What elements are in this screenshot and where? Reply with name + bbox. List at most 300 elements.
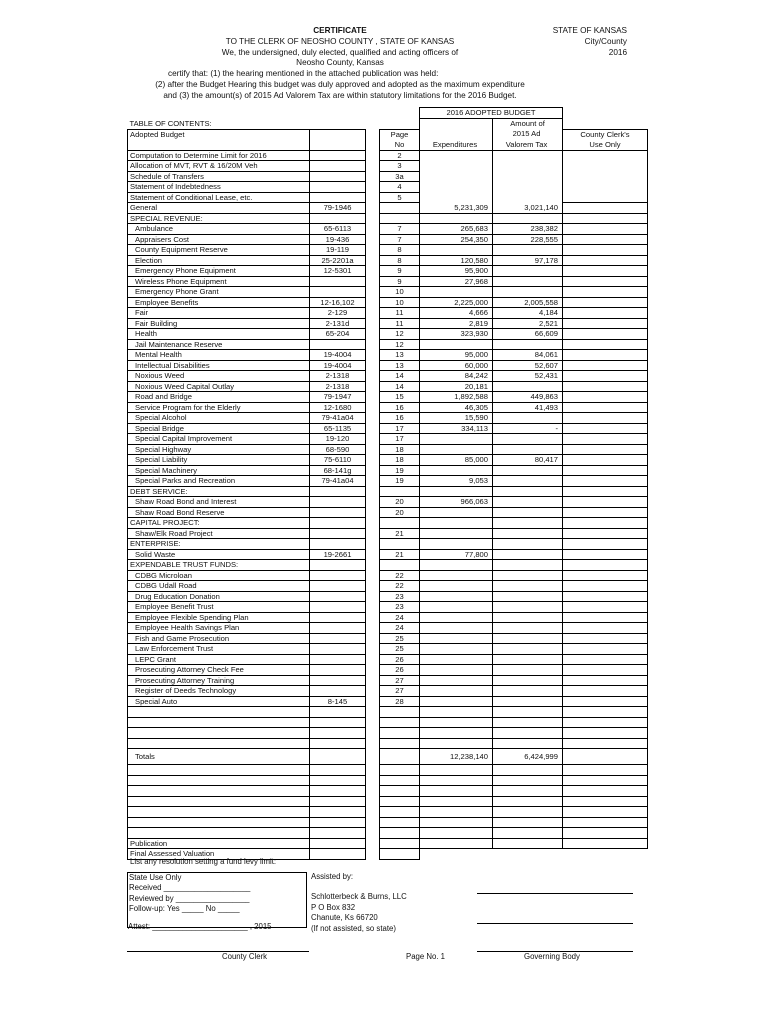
expenditures-cell	[420, 675, 493, 686]
fund-name: Appraisers Cost	[128, 234, 310, 245]
spacer-cell	[366, 192, 380, 203]
table-row	[128, 570, 648, 581]
expenditures-cell: 5,231,309	[420, 203, 493, 214]
adopted-budget-header: 2016 ADOPTED BUDGET	[420, 108, 563, 119]
attest-line: Attest: ______________________ , 2015	[128, 922, 272, 931]
page-number-cell: 14	[380, 381, 420, 392]
page-number-cell: 3a	[380, 171, 420, 182]
expenditures-cell: 46,305	[420, 402, 493, 413]
page-number-cell: 25	[380, 633, 420, 644]
fund-name: Jail Maintenance Reserve	[128, 339, 310, 350]
blank-row	[128, 738, 648, 749]
spacer-cell	[366, 591, 380, 602]
page-number-cell: 17	[380, 423, 420, 434]
page-number-cell: 25	[380, 644, 420, 655]
page-number-cell: 20	[380, 507, 420, 518]
ad-valorem-tax-cell	[493, 675, 563, 686]
page-header-1: Page	[380, 129, 420, 140]
blank-cell	[563, 796, 648, 807]
ad-valorem-tax-cell: 2,521	[493, 318, 563, 329]
ad-valorem-tax-cell	[493, 497, 563, 508]
statute-code: 79-41a04	[310, 413, 366, 424]
fund-name: Mental Health	[128, 350, 310, 361]
ad-valorem-tax-cell	[493, 665, 563, 676]
expenditures-cell	[420, 507, 493, 518]
county-clerk-cell	[563, 528, 648, 539]
ad-valorem-tax-cell: 41,493	[493, 402, 563, 413]
spacer-cell	[366, 728, 380, 739]
fund-name: Statement of Conditional Lease, etc.	[128, 192, 310, 203]
spacer-cell	[366, 518, 380, 529]
county-clerk-cell	[563, 696, 648, 707]
spacer-cell	[366, 633, 380, 644]
statute-code: 12-16,102	[310, 297, 366, 308]
county-clerk-cell	[563, 570, 648, 581]
county-clerk-cell	[563, 255, 648, 266]
page-number-cell: 10	[380, 287, 420, 298]
resolution-line: List any resolution setting a fund levy limit:	[130, 857, 277, 866]
page-number-cell: 16	[380, 402, 420, 413]
follow-up-line: Follow-up: Yes _____ No _____	[129, 904, 240, 914]
assisted-by-label: Assisted by:	[311, 872, 354, 881]
spacer-cell	[366, 255, 380, 266]
blank-cell	[380, 796, 420, 807]
blank-cell	[380, 775, 420, 786]
blank-cell	[128, 738, 310, 749]
page-number-cell	[380, 539, 420, 550]
blank-cell	[310, 849, 366, 860]
spacer-cell	[366, 234, 380, 245]
blank-cell	[563, 749, 648, 765]
statute-code	[310, 623, 366, 634]
expenditures-cell: 84,242	[420, 371, 493, 382]
fund-name: Shaw Road Bond Reserve	[128, 507, 310, 518]
reviewed-by-line: Reviewed by _________________	[129, 893, 250, 903]
spacer-cell	[366, 612, 380, 623]
page-number-cell: 12	[380, 339, 420, 350]
expenditures-cell	[420, 182, 493, 193]
page-number-cell: 23	[380, 591, 420, 602]
amount-header-2: 2015 Ad	[493, 129, 563, 140]
totals-label: Totals	[128, 749, 310, 765]
table-row	[128, 371, 648, 382]
statute-code	[310, 182, 366, 193]
expenditures-cell: 120,580	[420, 255, 493, 266]
blank-cell	[128, 707, 310, 718]
spacer-cell	[366, 549, 380, 560]
county-clerk-cell	[563, 455, 648, 466]
table-row	[128, 381, 648, 392]
firm-city: Chanute, Ks 66720	[311, 913, 378, 923]
page-number-cell	[380, 486, 420, 497]
ad-valorem-tax-cell	[493, 276, 563, 287]
fund-name: Noxious Weed	[128, 371, 310, 382]
spacer-cell	[366, 150, 380, 161]
county-clerk-cell	[563, 591, 648, 602]
statute-code: 25-2201a	[310, 255, 366, 266]
statute-code: 2-129	[310, 308, 366, 319]
expenditures-cell: 77,800	[420, 549, 493, 560]
expenditures-cell	[420, 444, 493, 455]
budget-table-body	[128, 108, 648, 860]
statute-code	[310, 675, 366, 686]
spacer-cell	[366, 392, 380, 403]
ad-valorem-tax-cell	[493, 686, 563, 697]
ad-valorem-tax-cell	[493, 507, 563, 518]
fund-name: Solid Waste	[128, 549, 310, 560]
spacer-cell	[366, 413, 380, 424]
ad-valorem-tax-cell	[493, 560, 563, 571]
page-number-cell: 20	[380, 497, 420, 508]
fund-name: Employee Flexible Spending Plan	[128, 612, 310, 623]
statute-code	[310, 644, 366, 655]
statute-code	[310, 276, 366, 287]
ad-valorem-tax-cell	[493, 171, 563, 182]
fund-name: Wireless Phone Equipment	[128, 276, 310, 287]
fund-name: Noxious Weed Capital Outlay	[128, 381, 310, 392]
expenditures-cell	[420, 150, 493, 161]
spacer-cell	[366, 171, 380, 182]
ad-valorem-tax-cell: 238,382	[493, 224, 563, 235]
blank-cell	[380, 717, 420, 728]
blank-cell	[128, 817, 310, 828]
ad-valorem-tax-cell	[493, 287, 563, 298]
table-row	[128, 507, 648, 518]
table-row	[128, 581, 648, 592]
page-number-cell: 22	[380, 570, 420, 581]
blank-cell	[563, 707, 648, 718]
ad-valorem-tax-cell	[493, 528, 563, 539]
blank-cell	[420, 765, 493, 776]
page-number-cell: 24	[380, 623, 420, 634]
spacer-cell	[366, 465, 380, 476]
statute-code	[310, 171, 366, 182]
fund-name: Schedule of Transfers	[128, 171, 310, 182]
fund-name: Special Capital Improvement	[128, 434, 310, 445]
county-clerk-cell	[563, 245, 648, 256]
blank-cell	[380, 728, 420, 739]
blank-cell	[310, 707, 366, 718]
blank-cell	[493, 828, 563, 839]
table-row	[128, 549, 648, 560]
county-clerk-cell	[563, 444, 648, 455]
statute-code	[310, 539, 366, 550]
spacer-cell	[366, 360, 380, 371]
expenditures-cell	[420, 213, 493, 224]
expenditures-header: Expenditures	[420, 140, 493, 151]
page-header-2: No	[380, 140, 420, 151]
county-clerk-cell	[563, 213, 648, 224]
expenditures-cell	[420, 570, 493, 581]
page-number-cell	[380, 518, 420, 529]
table-row	[128, 350, 648, 361]
blank-cell	[310, 765, 366, 776]
county-clerk-cell	[563, 350, 648, 361]
blank-cell	[563, 849, 648, 860]
table-row	[128, 287, 648, 298]
state-label: STATE OF KANSAS	[552, 26, 627, 35]
table-row	[128, 602, 648, 613]
table-row	[128, 234, 648, 245]
statute-code	[310, 591, 366, 602]
fund-name: Intellectual Disabilities	[128, 360, 310, 371]
page-number-cell: 8	[380, 245, 420, 256]
spacer-cell	[366, 528, 380, 539]
blank-cell	[420, 738, 493, 749]
expenditures-cell	[420, 612, 493, 623]
statute-code: 2-1318	[310, 381, 366, 392]
blank-cell	[380, 817, 420, 828]
blank-cell	[380, 707, 420, 718]
ad-valorem-tax-cell	[493, 633, 563, 644]
totals-row	[128, 749, 648, 765]
fund-name: SPECIAL REVENUE:	[128, 213, 310, 224]
spacer-cell	[366, 838, 380, 849]
county-clerk-cell	[563, 287, 648, 298]
expenditures-cell	[420, 486, 493, 497]
statute-code: 79-41a04	[310, 476, 366, 487]
ad-valorem-tax-cell	[493, 413, 563, 424]
spacer-cell	[366, 371, 380, 382]
fund-name: Special Alcohol	[128, 413, 310, 424]
table-row	[128, 528, 648, 539]
ad-valorem-tax-cell	[493, 381, 563, 392]
ad-valorem-tax-cell	[493, 245, 563, 256]
fund-name: Allocation of MVT, RVT & 16/20M Veh	[128, 161, 310, 172]
table-row	[128, 339, 648, 350]
blank-row	[128, 717, 648, 728]
spacer-cell	[366, 381, 380, 392]
spacer-cell	[366, 796, 380, 807]
expenditures-cell	[420, 434, 493, 445]
statute-code: 65-6113	[310, 224, 366, 235]
ad-valorem-tax-cell: 97,178	[493, 255, 563, 266]
county-clerk-header-2: Use Only	[563, 140, 648, 151]
blank-row	[128, 765, 648, 776]
county-clerk-cell	[563, 402, 648, 413]
ad-valorem-tax-cell: 84,061	[493, 350, 563, 361]
page-number-cell: 28	[380, 696, 420, 707]
certify-line: certify that: (1) the hearing mentioned in the attached publication was held:	[168, 69, 439, 79]
spacer-cell	[366, 161, 380, 172]
statute-code: 79-1946	[310, 203, 366, 214]
blank-cell	[380, 828, 420, 839]
spacer-cell	[366, 486, 380, 497]
page-number-cell: 19	[380, 465, 420, 476]
blank-cell	[310, 828, 366, 839]
publication-label: Publication	[128, 838, 310, 849]
expenditures-cell: 9,053	[420, 476, 493, 487]
page-number-cell: 9	[380, 276, 420, 287]
fund-name: Special Auto	[128, 696, 310, 707]
spacer-cell	[366, 560, 380, 571]
ad-valorem-tax-cell	[493, 654, 563, 665]
fund-name: LEPC Grant	[128, 654, 310, 665]
blank-cell	[563, 828, 648, 839]
statute-code	[310, 570, 366, 581]
budget-year: 2016	[608, 47, 627, 57]
table-row	[128, 276, 648, 287]
ad-valorem-tax-cell	[493, 161, 563, 172]
county-clerk-cell	[563, 539, 648, 550]
statute-code	[310, 602, 366, 613]
fund-name: ENTERPRISE:	[128, 539, 310, 550]
expenditures-cell: 95,000	[420, 350, 493, 361]
spacer-cell	[366, 686, 380, 697]
blank-cell	[420, 828, 493, 839]
statute-code: 19-436	[310, 234, 366, 245]
table-row	[128, 171, 648, 182]
amount-header-3: Valorem Tax	[493, 140, 563, 151]
blank-cell	[563, 838, 648, 849]
county-clerk-cell	[563, 644, 648, 655]
blank-cell	[493, 717, 563, 728]
ad-valorem-tax-cell	[493, 602, 563, 613]
county-clerk-cell	[563, 150, 648, 161]
fund-name: Special Highway	[128, 444, 310, 455]
expenditures-cell	[420, 665, 493, 676]
page-number-cell: 11	[380, 318, 420, 329]
county-clerk-cell	[563, 371, 648, 382]
blank-cell	[563, 738, 648, 749]
spacer-cell	[366, 350, 380, 361]
ad-valorem-tax-cell	[493, 213, 563, 224]
spacer-cell	[366, 765, 380, 776]
ad-valorem-tax-cell: 228,555	[493, 234, 563, 245]
spacer-cell	[366, 245, 380, 256]
statute-code: 19-2661	[310, 549, 366, 560]
ad-valorem-tax-cell: -	[493, 423, 563, 434]
statute-code	[310, 339, 366, 350]
county-clerk-cell	[563, 633, 648, 644]
spacer-cell	[366, 203, 380, 214]
fund-name: Computation to Determine Limit for 2016	[128, 150, 310, 161]
page-number-cell: 13	[380, 360, 420, 371]
county-clerk-cell	[563, 192, 648, 203]
spacer-cell	[366, 339, 380, 350]
statute-code: 68-590	[310, 444, 366, 455]
county-clerk-cell	[563, 602, 648, 613]
spacer-cell	[366, 707, 380, 718]
statute-code: 12-5301	[310, 266, 366, 277]
county-line: Neosho County, Kansas	[296, 58, 384, 68]
spacer-cell	[366, 476, 380, 487]
ad-valorem-tax-cell	[493, 486, 563, 497]
fund-name: Election	[128, 255, 310, 266]
ad-valorem-tax-cell	[493, 581, 563, 592]
expenditures-cell	[420, 465, 493, 476]
table-row	[128, 644, 648, 655]
spacer-cell	[366, 507, 380, 518]
page-number-cell: 21	[380, 528, 420, 539]
county-clerk-cell	[563, 297, 648, 308]
page-number-cell: 3	[380, 161, 420, 172]
table-row	[128, 434, 648, 445]
fund-name: Drug Education Donation	[128, 591, 310, 602]
blank-cell	[380, 849, 420, 860]
spacer-cell	[366, 775, 380, 786]
blank-row	[128, 817, 648, 828]
fund-name: Fish and Game Prosecution	[128, 633, 310, 644]
county-clerk-cell	[563, 339, 648, 350]
ad-valorem-tax-cell	[493, 339, 563, 350]
blank-cell	[493, 765, 563, 776]
expenditures-cell: 2,819	[420, 318, 493, 329]
blank-cell	[128, 775, 310, 786]
page-number-cell: 26	[380, 665, 420, 676]
spacer-cell	[366, 423, 380, 434]
approval-line: (2) after the Budget Hearing this budget was duly approved and adopted as the maximum expenditure	[155, 79, 525, 89]
fund-name: Special Bridge	[128, 423, 310, 434]
statute-code	[310, 560, 366, 571]
blank-cell	[310, 807, 366, 818]
page-number: Page No. 1	[406, 952, 446, 961]
blank-cell	[128, 786, 310, 797]
blank-cell	[493, 786, 563, 797]
expenditures-cell: 323,930	[420, 329, 493, 340]
blank-cell	[420, 775, 493, 786]
spacer-cell	[366, 738, 380, 749]
expenditures-cell	[420, 192, 493, 203]
spacer-cell	[366, 182, 380, 193]
table-row	[128, 560, 648, 571]
expenditures-cell	[420, 654, 493, 665]
fund-name: Employee Health Savings Plan	[128, 623, 310, 634]
expenditures-cell	[420, 633, 493, 644]
county-clerk-cell	[563, 423, 648, 434]
table-row	[128, 518, 648, 529]
statute-code: 12-1680	[310, 402, 366, 413]
statute-code	[310, 654, 366, 665]
totals-tax: 6,424,999	[493, 749, 563, 765]
header-center-block	[120, 26, 560, 102]
expenditures-cell: 2,225,000	[420, 297, 493, 308]
page-number-cell: 13	[380, 350, 420, 361]
fund-name: CAPITAL PROJECT:	[128, 518, 310, 529]
spacer-cell	[366, 539, 380, 550]
statute-code: 65-204	[310, 329, 366, 340]
table-header-row-4	[128, 140, 648, 151]
fund-name: Register of Deeds Technology	[128, 686, 310, 697]
expenditures-cell: 1,892,588	[420, 392, 493, 403]
statute-code	[310, 192, 366, 203]
table-row	[128, 444, 648, 455]
firm-note: (If not assisted, so state)	[311, 923, 396, 933]
table-row	[128, 255, 648, 266]
adopted-budget-table	[127, 107, 648, 860]
table-row	[128, 633, 648, 644]
ad-valorem-tax-cell	[493, 444, 563, 455]
spacer-cell	[366, 266, 380, 277]
blank-cell	[420, 786, 493, 797]
spacer-cell	[366, 749, 380, 765]
fund-name: Employee Benefits	[128, 297, 310, 308]
ad-valorem-tax-cell	[493, 465, 563, 476]
assisted-by-block	[311, 872, 407, 934]
blank-cell	[563, 786, 648, 797]
table-row	[128, 308, 648, 319]
spacer-cell	[366, 455, 380, 466]
firm-po-box: P O Box 832	[311, 902, 356, 912]
table-row	[128, 161, 648, 172]
expenditures-cell: 966,063	[420, 497, 493, 508]
county-clerk-cell	[563, 182, 648, 193]
ad-valorem-tax-cell: 66,609	[493, 329, 563, 340]
ad-valorem-tax-cell	[493, 150, 563, 161]
blank-cell	[310, 775, 366, 786]
blank-cell	[563, 807, 648, 818]
page-number-cell: 19	[380, 476, 420, 487]
